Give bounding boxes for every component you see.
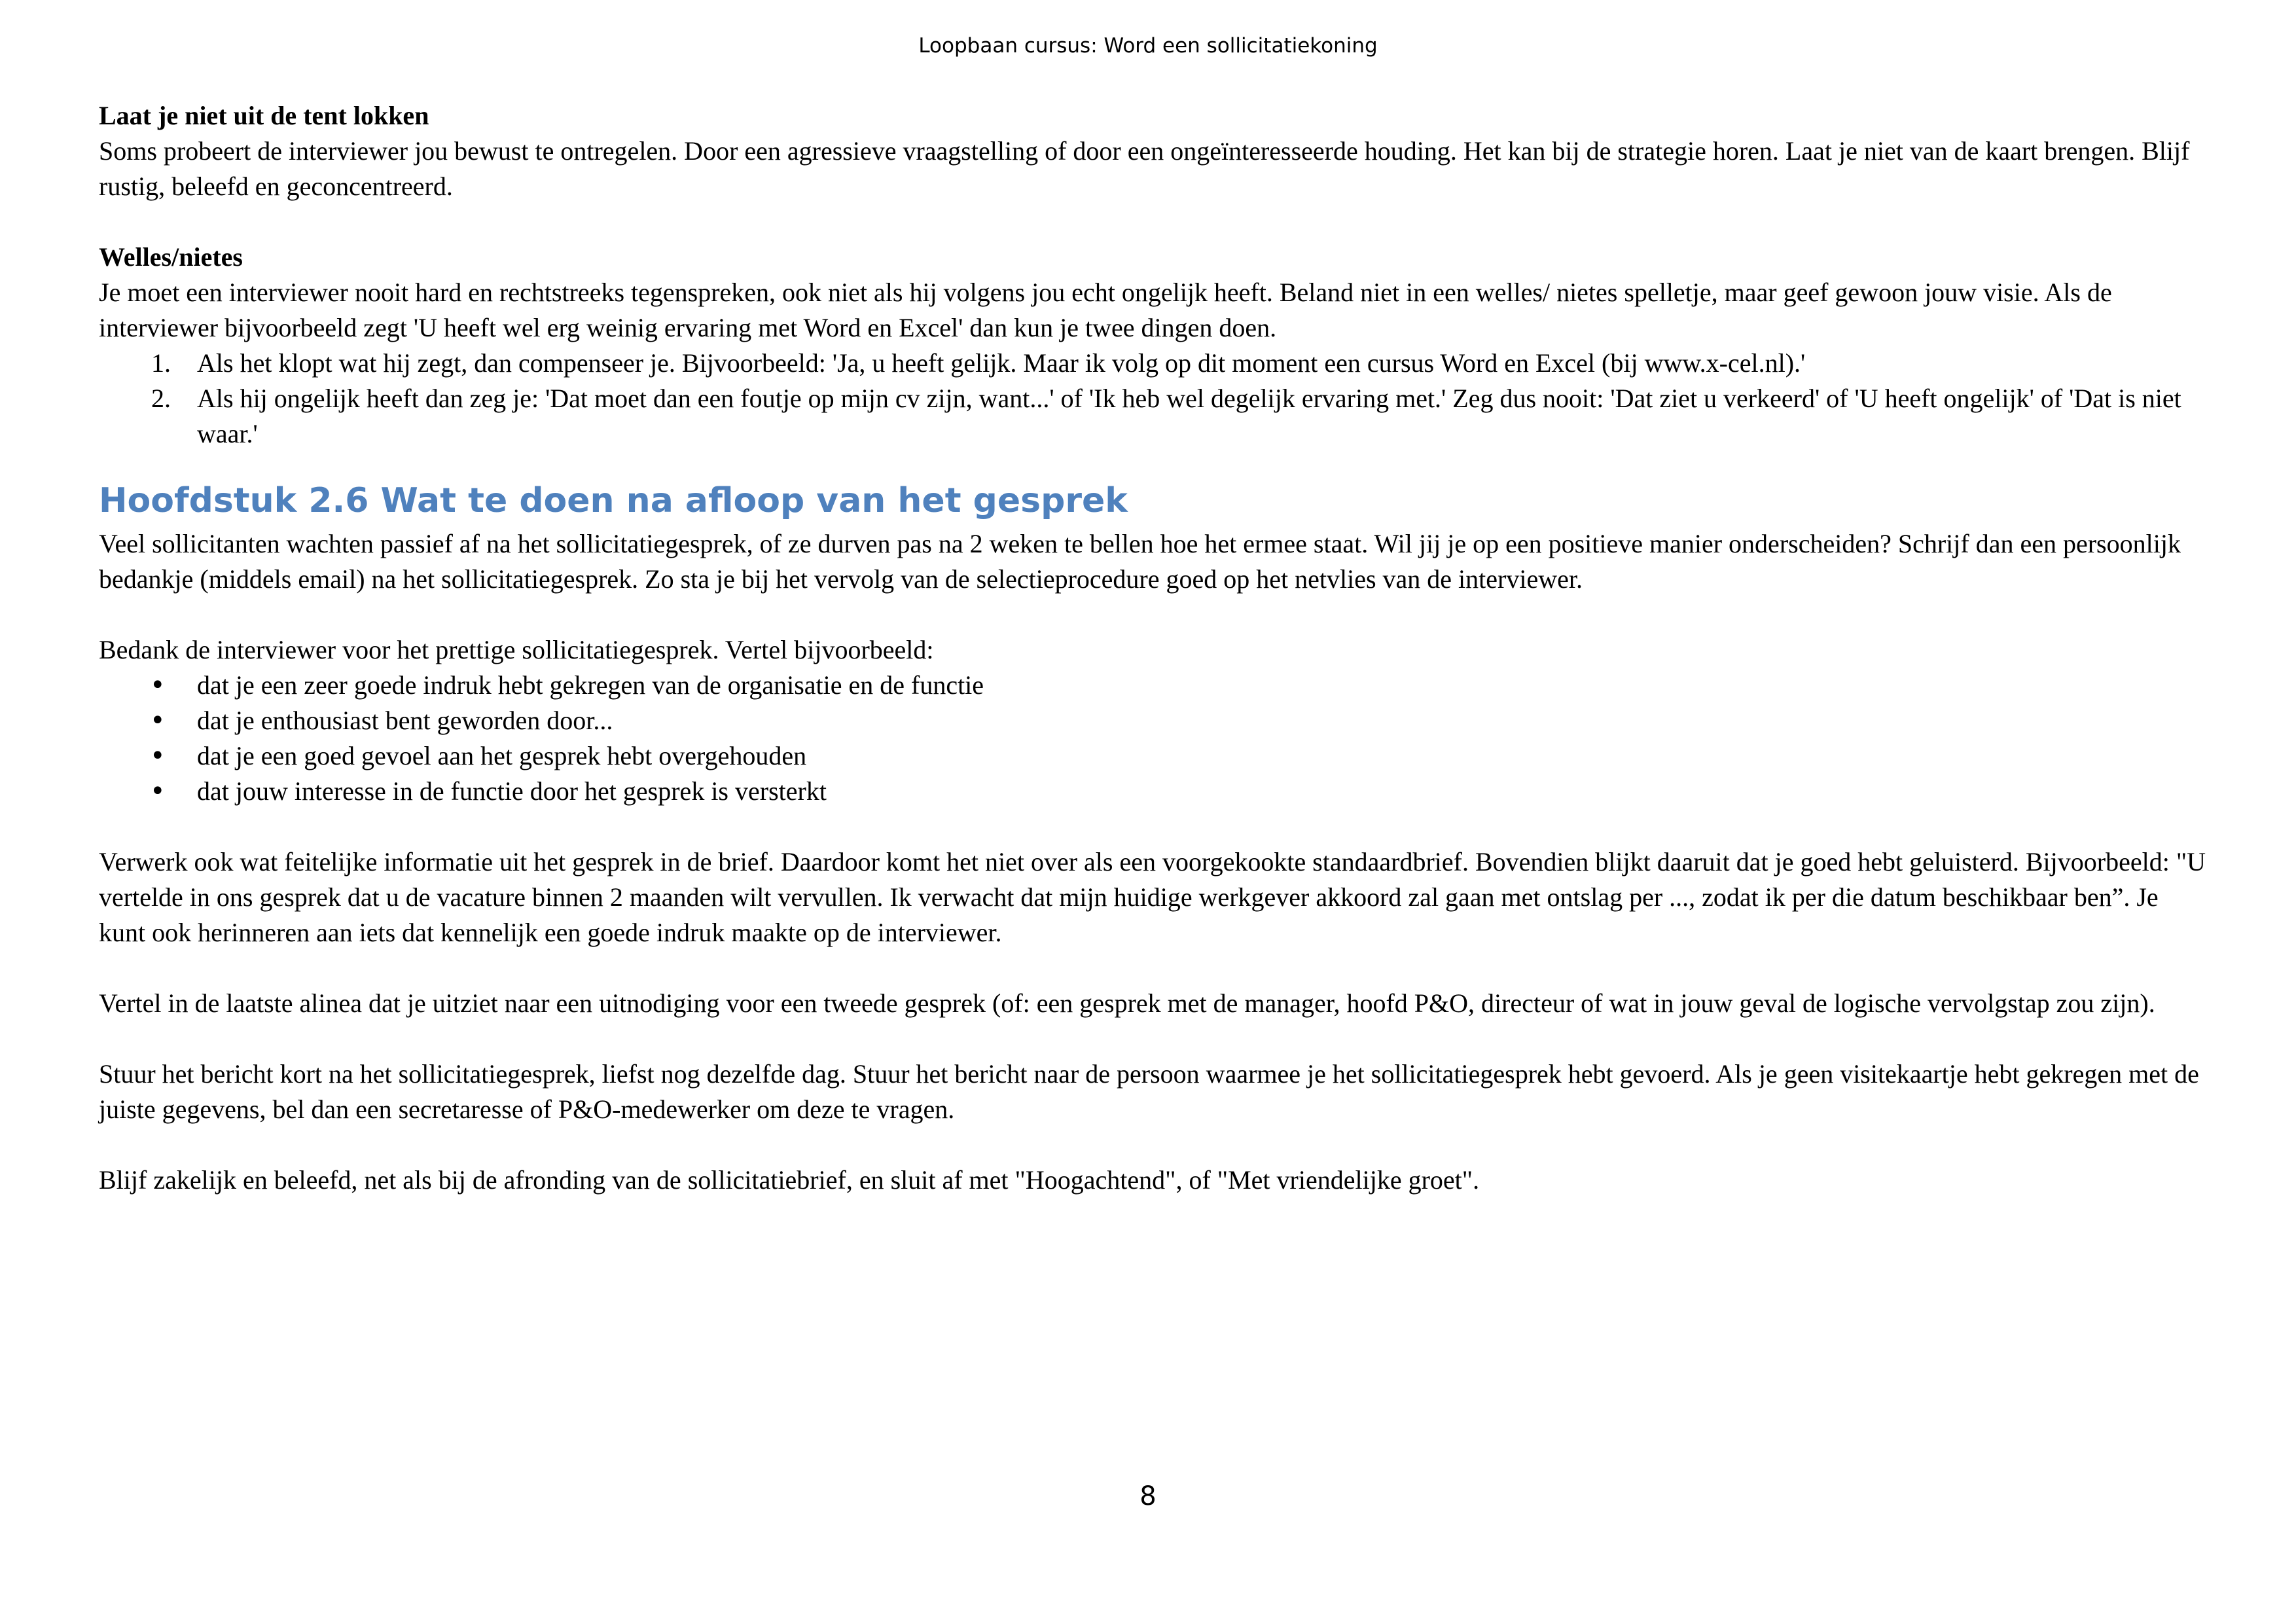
bullet-list-item (99, 738, 2206, 774)
chapter-heading: Hoofdstuk 2.6 Wat te doen na afloop van het gesprek (99, 481, 1128, 520)
paragraph-thank-intro: Bedank de interviewer voor het prettige sollicitatiegesprek. Vertel bijvoorbeeld: (99, 635, 934, 664)
paragraph-spacer (99, 597, 2206, 632)
numbered-list-item (99, 346, 2206, 381)
numbered-list-item (99, 381, 2206, 452)
bullet-icon: • (150, 670, 166, 700)
paragraph-spacer (99, 809, 2206, 844)
list-item-text: Als hij ongelijk heeft dan zeg je: 'Dat moet dan een foutje op mijn cv zijn, want...' of 'Ik heb wel degelijk ervaring met.' Zeg dus nooit: 'Dat ziet u verkeerd' of 'U heeft ongelijk' of 'Dat is niet waar.' (197, 384, 2181, 448)
paragraph-spacer (99, 1021, 2206, 1056)
list-item-text: dat je enthousiast bent geworden door... (197, 706, 613, 735)
document-body (99, 98, 2206, 1198)
paragraph-chapter-intro: Veel sollicitanten wachten passief af na het sollicitatiegesprek, of ze durven pas na 2 weken te bellen hoe het ermee staat. Wil jij je op een positieve manier onderscheiden? Schrijf dan een persoonlijk bedankje (middels email) na het sollicitatiegesprek. Zo sta je bij het vervolg van de selectieprocedure goed op het netvlies van de interviewer. (99, 529, 2181, 594)
list-item-text: dat je een zeer goede indruk hebt gekregen van de organisatie en de functie (197, 670, 984, 700)
list-item-text: dat je een goed gevoel aan het gesprek hebt overgehouden (197, 741, 807, 770)
bullet-list (99, 668, 2206, 809)
list-item-text: Als het klopt wat hij zegt, dan compenseer je. Bijvoorbeeld: 'Ja, u heeft gelijk. Maar ik volg op dit moment een cursus Word en Excel (bij www.x-cel.nl).' (197, 348, 1806, 378)
paragraph-welles: Je moet een interviewer nooit hard en rechtstreeks tegenspreken, ook niet als hij volgens jou echt ongelijk heeft. Beland niet in een welles/ nietes spelletje, maar geef gewoon jouw visie. Als de interviewer bijvoorbeeld zegt 'U heeft wel erg weinig ervaring met Word en Excel' dan kun je twee dingen doen. (99, 278, 2112, 342)
bullet-list-item (99, 668, 2206, 703)
bullet-icon: • (150, 741, 166, 771)
section-heading-tent: Laat je niet uit de tent lokken (99, 101, 429, 130)
paragraph-zakelijk: Blijf zakelijk en beleefd, net als bij de afronding van de sollicitatiebrief, en sluit af met "Hoogachtend", of "Met vriendelijke groet". (99, 1165, 1480, 1195)
paragraph-laatste-alinea: Vertel in de laatste alinea dat je uitziet naar een uitnodiging voor een tweede gesprek (of: een gesprek met de manager, hoofd P&O, directeur of wat in jouw geval de logische vervolgstap zou zijn). (99, 988, 2155, 1018)
paragraph-stuur-bericht: Stuur het bericht kort na het sollicitatiegesprek, liefst nog dezelfde dag. Stuur het bericht naar de persoon waarmee je het sollicitatiegesprek hebt gevoerd. Als je geen visitekaartje hebt gekregen met de juiste gegevens, bel dan een secretaresse of P&O-medewerker om deze te vragen. (99, 1059, 2199, 1124)
bullet-list-item (99, 774, 2206, 809)
paragraph-spacer (99, 1127, 2206, 1163)
list-number: 1. (151, 348, 171, 378)
list-number: 2. (151, 384, 171, 413)
paragraph-spacer (99, 204, 2206, 240)
bullet-icon: • (150, 776, 166, 806)
paragraph-tent: Soms probeert de interviewer jou bewust te ontregelen. Door een agressieve vraagstelling of door een ongeïnteresseerde houding. Het kan bij de strategie horen. Laat je niet van de kaart brengen. Blijf rustig, beleefd en geconcentreerd. (99, 136, 2190, 201)
bullet-list-item (99, 703, 2206, 738)
page-number: 8 (1139, 1481, 1157, 1511)
bullet-icon: • (150, 706, 166, 736)
numbered-list (99, 346, 2206, 452)
page-header-title: Loopbaan cursus: Word een sollicitatiekoning (918, 34, 1378, 58)
paragraph-feiten: Verwerk ook wat feitelijke informatie uit het gesprek in de brief. Daardoor komt het niet over als een voorgekookte standaardbrief. Bovendien blijkt daaruit dat je goed hebt geluisterd. Bijvoorbeeld: "U vertelde in ons gesprek dat u de vacature binnen 2 maanden wilt vervullen. Ik verwacht dat mijn huidige werkgever akkoord zal gaan met ontslag per ..., zodat ik per die datum beschikbaar ben”. Je kunt ook herinneren aan iets dat kennelijk een goede indruk maakte op de interviewer. (99, 847, 2206, 947)
paragraph-spacer (99, 950, 2206, 986)
list-item-text: dat jouw interesse in de functie door het gesprek is versterkt (197, 776, 827, 806)
section-heading-welles: Welles/nietes (99, 242, 243, 272)
